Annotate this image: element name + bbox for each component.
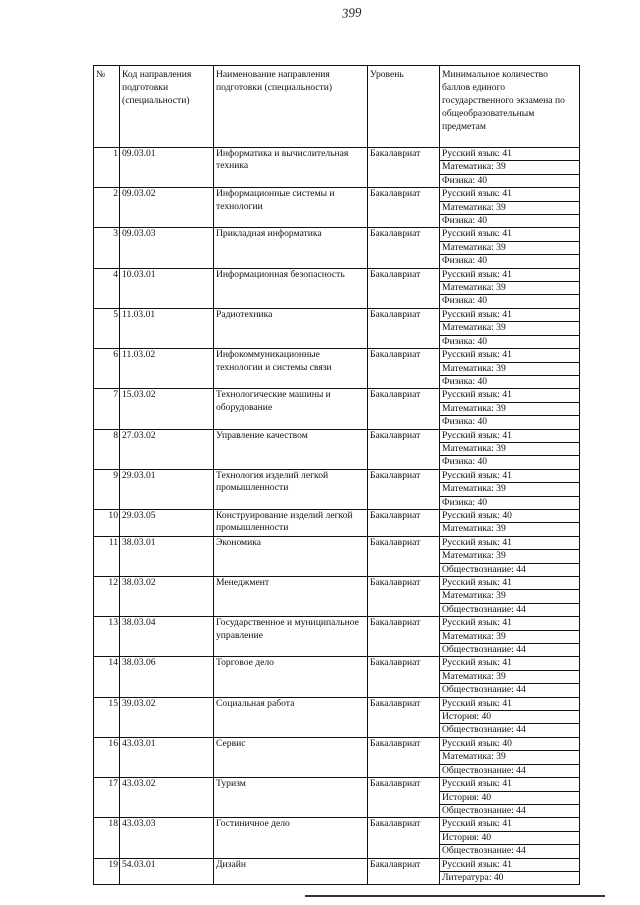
- cell-num: 13: [94, 617, 120, 657]
- cell-score: Русский язык: 41: [440, 268, 580, 281]
- table-row: [94, 818, 580, 831]
- cell-level: Бакалавриат: [368, 697, 440, 737]
- cell-name: Конструирование изделий легкой промышленности: [214, 509, 368, 536]
- cell-level: Бакалавриат: [368, 469, 440, 509]
- cell-name: Менеджмент: [214, 577, 368, 617]
- cell-level: Бакалавриат: [368, 228, 440, 268]
- cell-code: 39.03.02: [120, 697, 214, 737]
- cell-level: Бакалавриат: [368, 818, 440, 858]
- table-row: [94, 308, 580, 321]
- cell-score: Физика: 40: [440, 416, 580, 429]
- cell-score: Математика: 39: [440, 442, 580, 455]
- cell-code: 29.03.01: [120, 469, 214, 509]
- cell-num: 9: [94, 469, 120, 509]
- cell-score: Обществознание: 44: [440, 644, 580, 657]
- cell-score: Физика: 40: [440, 255, 580, 268]
- cell-score: Русский язык: 41: [440, 308, 580, 321]
- cell-score: Математика: 39: [440, 402, 580, 415]
- header-level: Уровень: [368, 66, 440, 148]
- cell-score: Физика: 40: [440, 215, 580, 228]
- header-num: №: [94, 66, 120, 148]
- cell-score: Математика: 39: [440, 670, 580, 683]
- cell-score: Русский язык: 41: [440, 349, 580, 362]
- cell-num: 12: [94, 577, 120, 617]
- cell-name: Экономика: [214, 536, 368, 576]
- cell-score: Математика: 39: [440, 201, 580, 214]
- cell-score: Математика: 39: [440, 161, 580, 174]
- cell-level: Бакалавриат: [368, 778, 440, 818]
- cell-code: 43.03.02: [120, 778, 214, 818]
- cell-num: 18: [94, 818, 120, 858]
- table-header-row: [94, 66, 580, 148]
- cell-code: 54.03.01: [120, 858, 214, 885]
- admission-scores-table: [93, 65, 580, 885]
- bottom-divider: [305, 895, 605, 897]
- cell-score: Русский язык: 41: [440, 577, 580, 590]
- cell-num: 6: [94, 349, 120, 389]
- cell-score: Русский язык: 41: [440, 429, 580, 442]
- cell-score: Русский язык: 41: [440, 148, 580, 161]
- cell-code: 43.03.03: [120, 818, 214, 858]
- table-row: [94, 737, 580, 750]
- cell-score: Русский язык: 40: [440, 509, 580, 522]
- cell-score: Математика: 39: [440, 241, 580, 254]
- cell-score: Русский язык: 41: [440, 469, 580, 482]
- table-row: [94, 657, 580, 670]
- cell-num: 14: [94, 657, 120, 697]
- cell-num: 7: [94, 389, 120, 429]
- cell-num: 3: [94, 228, 120, 268]
- cell-score: Обществознание: 44: [440, 764, 580, 777]
- table-row: [94, 389, 580, 402]
- cell-level: Бакалавриат: [368, 148, 440, 188]
- cell-score: Математика: 39: [440, 630, 580, 643]
- cell-name: Инфокоммуникационные технологии и системы связи: [214, 349, 368, 389]
- cell-score: Русский язык: 41: [440, 858, 580, 871]
- cell-level: Бакалавриат: [368, 577, 440, 617]
- cell-score: Математика: 39: [440, 550, 580, 563]
- cell-score: Физика: 40: [440, 335, 580, 348]
- cell-level: Бакалавриат: [368, 429, 440, 469]
- cell-level: Бакалавриат: [368, 349, 440, 389]
- cell-score: История: 40: [440, 831, 580, 844]
- cell-name: Сервис: [214, 737, 368, 777]
- cell-score: Обществознание: 44: [440, 804, 580, 817]
- cell-score: Русский язык: 41: [440, 697, 580, 710]
- table-row: [94, 509, 580, 522]
- cell-level: Бакалавриат: [368, 308, 440, 348]
- cell-name: Технологические машины и оборудование: [214, 389, 368, 429]
- cell-score: Математика: 39: [440, 362, 580, 375]
- table-row: [94, 858, 580, 871]
- cell-code: 09.03.01: [120, 148, 214, 188]
- table-row: [94, 349, 580, 362]
- cell-num: 19: [94, 858, 120, 885]
- cell-score: Русский язык: 41: [440, 617, 580, 630]
- table-row: [94, 577, 580, 590]
- cell-score: Русский язык: 41: [440, 778, 580, 791]
- cell-num: 5: [94, 308, 120, 348]
- table-body: [94, 148, 580, 885]
- cell-score: Математика: 39: [440, 523, 580, 536]
- cell-score: Русский язык: 41: [440, 389, 580, 402]
- cell-level: Бакалавриат: [368, 188, 440, 228]
- cell-score: Математика: 39: [440, 322, 580, 335]
- cell-level: Бакалавриат: [368, 268, 440, 308]
- table-row: [94, 148, 580, 161]
- cell-code: 38.03.06: [120, 657, 214, 697]
- cell-name: Социальная работа: [214, 697, 368, 737]
- cell-score: Математика: 39: [440, 751, 580, 764]
- table-row: [94, 536, 580, 549]
- cell-score: Русский язык: 41: [440, 818, 580, 831]
- cell-level: Бакалавриат: [368, 617, 440, 657]
- table-row: [94, 268, 580, 281]
- cell-score: Математика: 39: [440, 483, 580, 496]
- cell-code: 11.03.01: [120, 308, 214, 348]
- table-row: [94, 228, 580, 241]
- cell-code: 09.03.03: [120, 228, 214, 268]
- cell-name: Государственное и муниципальное управление: [214, 617, 368, 657]
- cell-code: 11.03.02: [120, 349, 214, 389]
- cell-num: 4: [94, 268, 120, 308]
- cell-name: Прикладная информатика: [214, 228, 368, 268]
- cell-num: 10: [94, 509, 120, 536]
- cell-name: Дизайн: [214, 858, 368, 885]
- cell-score: Русский язык: 41: [440, 188, 580, 201]
- cell-code: 15.03.02: [120, 389, 214, 429]
- cell-score: Русский язык: 40: [440, 737, 580, 750]
- cell-code: 09.03.02: [120, 188, 214, 228]
- cell-level: Бакалавриат: [368, 509, 440, 536]
- cell-score: Обществознание: 44: [440, 845, 580, 858]
- cell-score: Физика: 40: [440, 174, 580, 187]
- cell-level: Бакалавриат: [368, 389, 440, 429]
- cell-score: Обществознание: 44: [440, 724, 580, 737]
- table-row: [94, 617, 580, 630]
- table-row: [94, 778, 580, 791]
- cell-score: Физика: 40: [440, 496, 580, 509]
- cell-code: 27.03.02: [120, 429, 214, 469]
- table-row: [94, 469, 580, 482]
- cell-num: 11: [94, 536, 120, 576]
- cell-name: Торговое дело: [214, 657, 368, 697]
- table-row: [94, 188, 580, 201]
- page-number: 399: [341, 4, 362, 21]
- table-row: [94, 429, 580, 442]
- cell-score: Русский язык: 41: [440, 228, 580, 241]
- cell-level: Бакалавриат: [368, 737, 440, 777]
- cell-code: 43.03.01: [120, 737, 214, 777]
- cell-code: 38.03.02: [120, 577, 214, 617]
- cell-score: Обществознание: 44: [440, 684, 580, 697]
- cell-num: 8: [94, 429, 120, 469]
- cell-level: Бакалавриат: [368, 657, 440, 697]
- cell-score: История: 40: [440, 791, 580, 804]
- cell-name: Туризм: [214, 778, 368, 818]
- cell-level: Бакалавриат: [368, 536, 440, 576]
- cell-name: Информатика и вычислительная техника: [214, 148, 368, 188]
- cell-name: Информационные системы и технологии: [214, 188, 368, 228]
- header-scores: Минимальное количество баллов единого государственного экзамена по общеобразовательным предметам: [440, 66, 580, 148]
- cell-score: Математика: 39: [440, 590, 580, 603]
- cell-score: Обществознание: 44: [440, 563, 580, 576]
- cell-score: История: 40: [440, 711, 580, 724]
- cell-score: Математика: 39: [440, 282, 580, 295]
- cell-name: Информационная безопасность: [214, 268, 368, 308]
- cell-name: Радиотехника: [214, 308, 368, 348]
- header-code: Код направления подготовки (специальности): [120, 66, 214, 148]
- cell-score: Литература: 40: [440, 871, 580, 884]
- cell-score: Обществознание: 44: [440, 603, 580, 616]
- cell-num: 15: [94, 697, 120, 737]
- cell-name: Гостиничное дело: [214, 818, 368, 858]
- cell-num: 17: [94, 778, 120, 818]
- cell-num: 1: [94, 148, 120, 188]
- cell-name: Управление качеством: [214, 429, 368, 469]
- cell-score: Физика: 40: [440, 295, 580, 308]
- cell-num: 2: [94, 188, 120, 228]
- cell-score: Физика: 40: [440, 456, 580, 469]
- cell-level: Бакалавриат: [368, 858, 440, 885]
- table-row: [94, 697, 580, 710]
- cell-score: Русский язык: 41: [440, 536, 580, 549]
- cell-code: 29.03.05: [120, 509, 214, 536]
- cell-score: Физика: 40: [440, 375, 580, 388]
- cell-name: Технология изделий легкой промышленности: [214, 469, 368, 509]
- cell-code: 38.03.01: [120, 536, 214, 576]
- cell-code: 10.03.01: [120, 268, 214, 308]
- cell-num: 16: [94, 737, 120, 777]
- header-name: Наименование направления подготовки (специальности): [214, 66, 368, 148]
- cell-code: 38.03.04: [120, 617, 214, 657]
- cell-score: Русский язык: 41: [440, 657, 580, 670]
